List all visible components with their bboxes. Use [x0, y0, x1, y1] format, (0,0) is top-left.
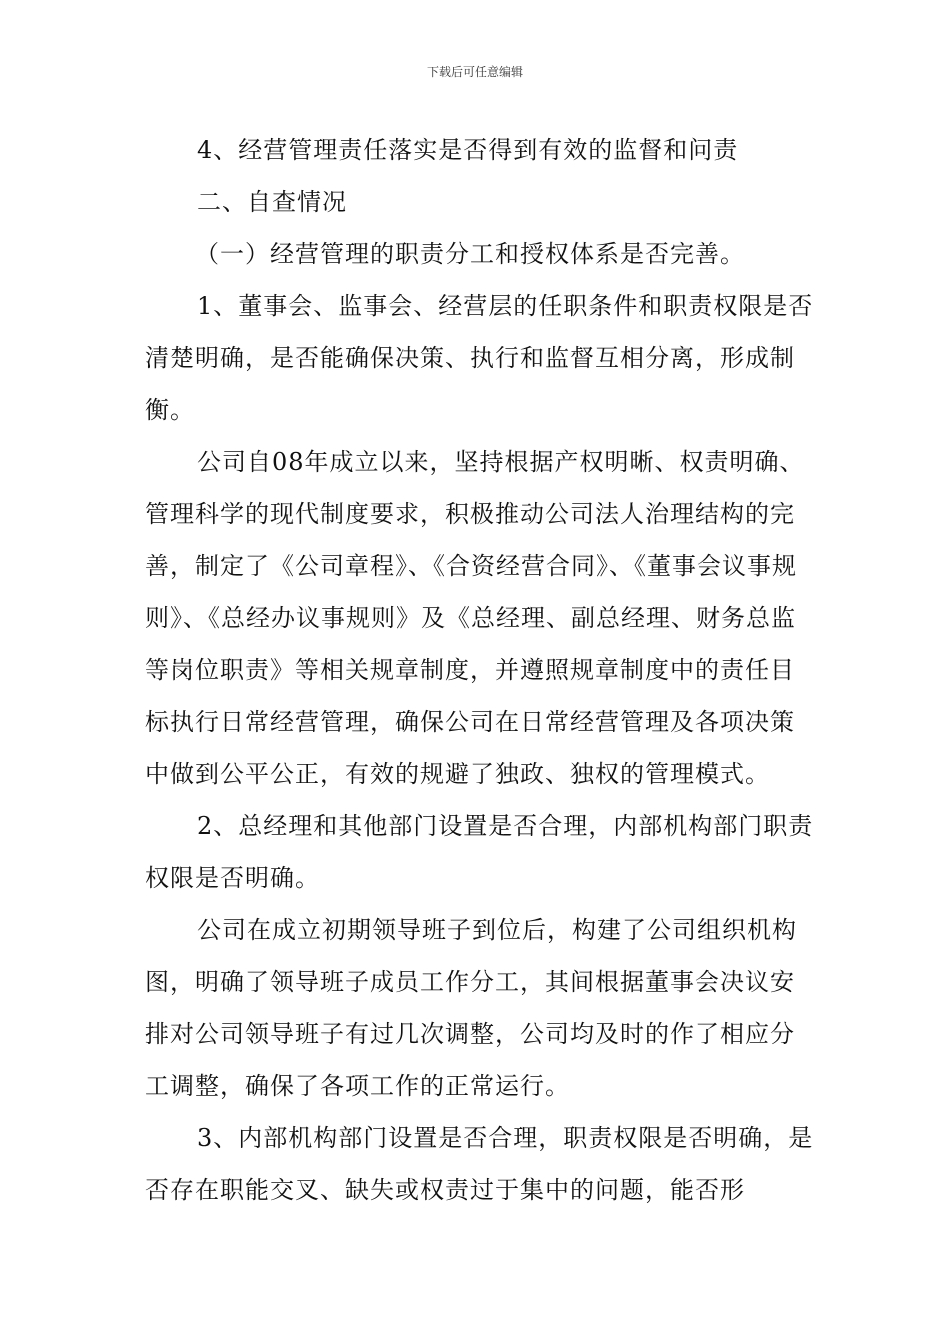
- section-heading-self-check: 二、自查情况: [197, 188, 347, 216]
- answer-1: 公司自08年成立以来，坚持根据产权明晰、权责明确、管理科学的现代制度要求，积极推动公司法人治理结构的完善，制定了《公司章程》、《合资经营合同》、《董事会议事规则》、《总经办议事规则》及《总经理、副总经理、财务总监等岗位职责》等相关规章制度，并遵照规章制度中的责任目标执行日常经营管理，确保公司在日常经营管理及各项决策中做到公平公正，有效的规避了独政、独权的管理模式。: [145, 448, 805, 788]
- answer-2: 公司在成立初期领导班子到位后，构建了公司组织机构图，明确了领导班子成员工作分工，其间根据董事会决议安排对公司领导班子有过几次调整，公司均及时的作了相应分工调整，确保了各项工作的正常运行。: [145, 916, 797, 1100]
- question-3: 3、内部机构部门设置是否合理，职责权限是否明确，是否存在职能交叉、缺失或权责过于集中的问题，能否形: [145, 1124, 814, 1204]
- document-body: [145, 124, 815, 1216]
- question-1: 1、董事会、监事会、经营层的任职条件和职责权限是否清楚明确，是否能确保决策、执行和监督互相分离，形成制衡。: [145, 292, 814, 424]
- item-4-heading: 4、经营管理责任落实是否得到有效的监督和问责: [197, 136, 739, 164]
- question-2: 2、总经理和其他部门设置是否合理，内部机构部门职责权限是否明确。: [145, 812, 814, 892]
- subsection-heading-1: （一）经营管理的职责分工和授权体系是否完善。: [195, 240, 745, 268]
- page-header: 下载后可任意编辑: [426, 65, 523, 79]
